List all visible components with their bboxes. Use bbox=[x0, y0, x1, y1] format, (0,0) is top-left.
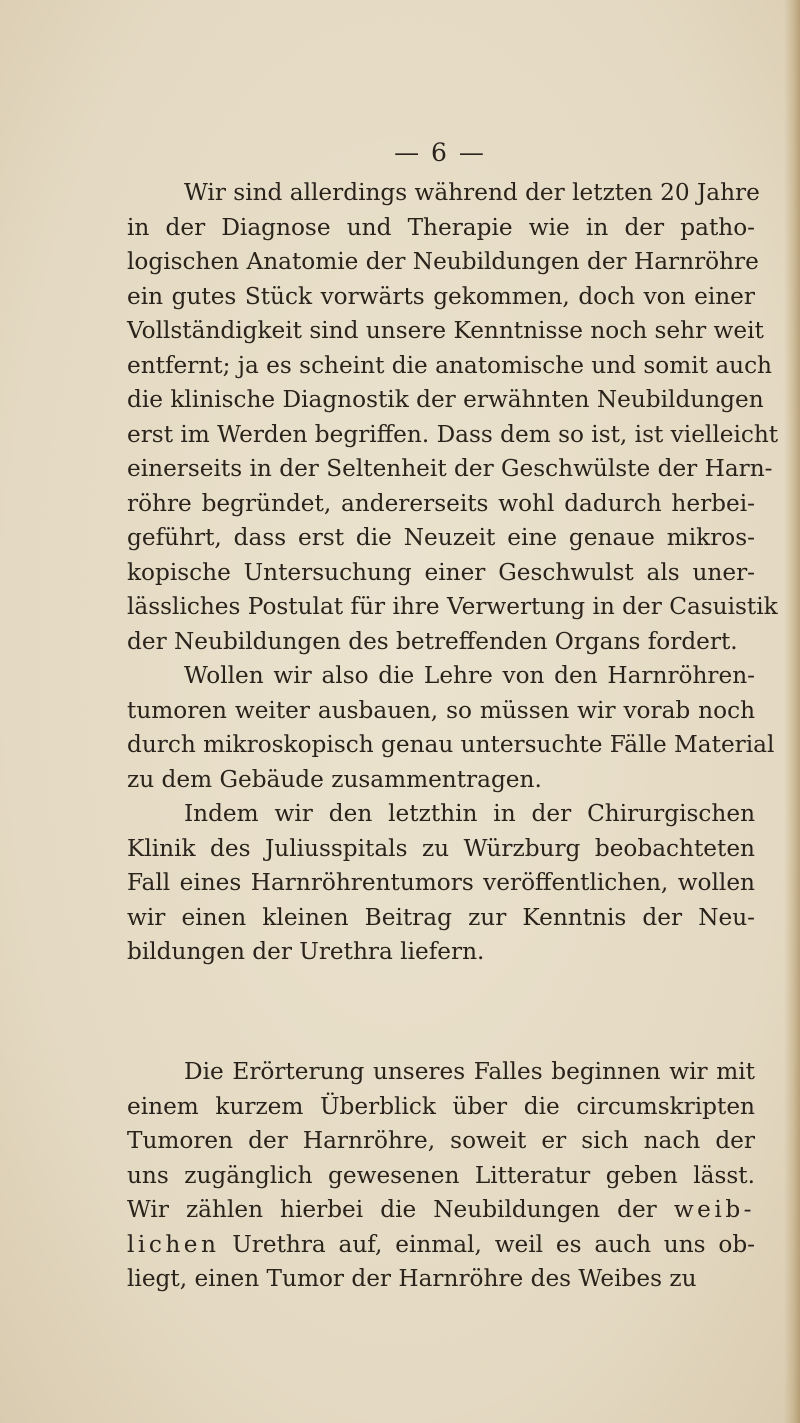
text-line: liegt, einen Tumor der Harnröhre des Weibes zu bbox=[127, 1265, 697, 1292]
paragraph-4 bbox=[127, 1055, 755, 1297]
text-line: in der Diagnose und Therapie wie in der patho- bbox=[127, 213, 755, 241]
text-line: einerseits in der Seltenheit der Geschwülste der Harn- bbox=[127, 455, 773, 482]
spaced-emphasis-word: lichen bbox=[127, 1230, 220, 1258]
text-line bbox=[127, 1193, 755, 1228]
text-line: Indem wir den letzthin in der Chirurgischen bbox=[184, 800, 755, 827]
text-line: Wollen wir also die Lehre von den Harnröhren- bbox=[184, 662, 755, 689]
text-line bbox=[127, 1228, 755, 1263]
text-line: ein gutes Stück vorwärts gekommen, doch von einer bbox=[127, 282, 755, 310]
text-line: tumoren weiter ausbauen, so müssen wir vorab noch bbox=[127, 696, 755, 724]
page-edge-shadow bbox=[784, 0, 800, 1423]
text-line: erst im Werden begriffen. Dass dem so ist, ist vielleicht bbox=[127, 420, 779, 448]
paragraph-1 bbox=[127, 176, 779, 659]
page-number: — 6 — bbox=[394, 138, 486, 167]
spaced-emphasis-word: weib- bbox=[673, 1196, 755, 1223]
text-line: logischen Anatomie der Neubildungen der Harnröhre bbox=[127, 248, 759, 275]
text-fragment: Wir zählen hierbei die Neubildungen der bbox=[127, 1196, 657, 1223]
text-line: bildungen der Urethra liefern. bbox=[127, 938, 485, 965]
text-line: durch mikroskopisch genau untersuchte Fälle Material bbox=[127, 731, 775, 758]
text-line: Vollständigkeit sind unsere Kenntnisse noch sehr weit bbox=[127, 317, 764, 344]
text-line: der Neubildungen des betreffenden Organs fordert. bbox=[127, 627, 738, 655]
text-line: Fall eines Harnröhrentumors veröffentlichen, wollen bbox=[127, 869, 755, 896]
text-line: Klinik des Juliusspitals zu Würzburg beobachteten bbox=[127, 834, 755, 862]
text-line: zu dem Gebäude zusammentragen. bbox=[127, 765, 542, 793]
text-line: Die Erörterung unseres Falles beginnen wir mit bbox=[184, 1058, 755, 1085]
text-line: wir einen kleinen Beitrag zur Kenntnis der Neu- bbox=[127, 903, 755, 931]
text-fragment: Urethra auf, einmal, weil es auch uns ob- bbox=[232, 1230, 756, 1258]
text-line: Wir sind allerdings während der letzten 20 Jahre bbox=[184, 179, 760, 206]
text-line: entfernt; ja es scheint die anatomische und somit auch bbox=[127, 351, 772, 379]
paragraph-3 bbox=[127, 797, 755, 970]
text-line: lässliches Postulat für ihre Verwertung in der Casuistik bbox=[127, 593, 778, 620]
paragraph-2 bbox=[127, 659, 775, 797]
text-line: einem kurzem Überblick über die circumskripten bbox=[127, 1092, 755, 1120]
text-line: Tumoren der Harnröhre, soweit er sich nach der bbox=[127, 1127, 755, 1154]
text-line: röhre begründet, andererseits wohl dadurch herbei- bbox=[127, 489, 755, 517]
text-line: die klinische Diagnostik der erwähnten Neubildungen bbox=[127, 386, 764, 413]
text-line: uns zugänglich gewesenen Litteratur geben lässt. bbox=[127, 1161, 755, 1189]
text-line: kopische Untersuchung einer Geschwulst als uner- bbox=[127, 558, 755, 586]
text-line: geführt, dass erst die Neuzeit eine genaue mikros- bbox=[127, 524, 755, 551]
